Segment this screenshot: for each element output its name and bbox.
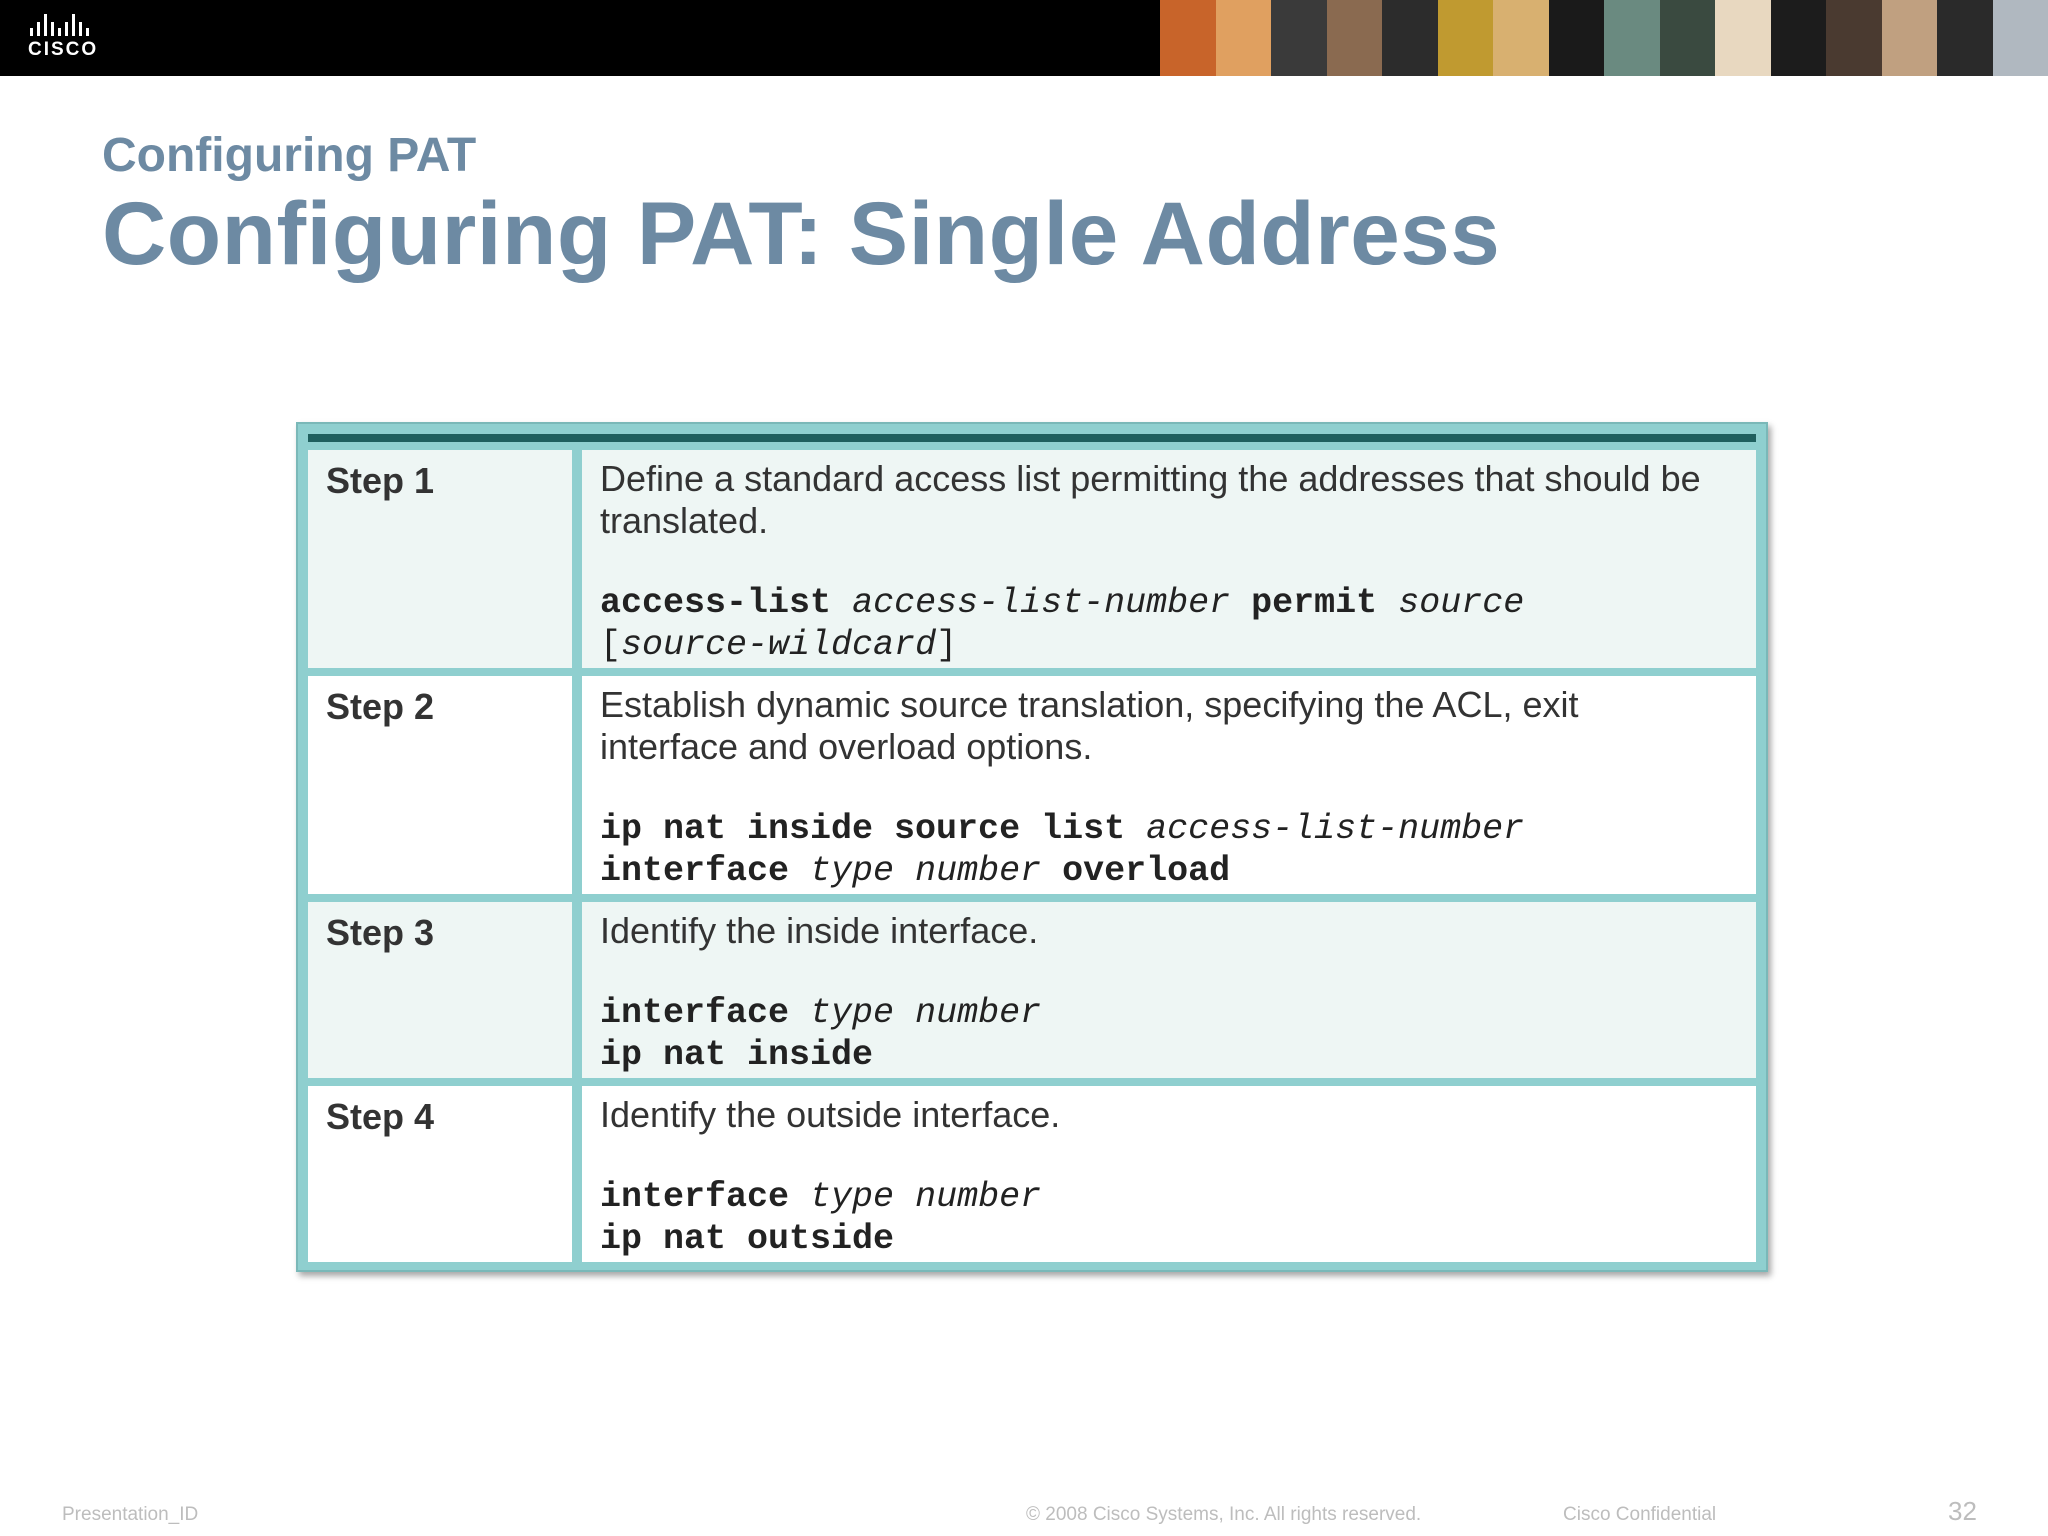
photo-tile: [1382, 0, 1438, 76]
step-cell: [308, 676, 572, 894]
step-label: Step 4: [326, 1096, 435, 1137]
command-token: ip nat inside source list: [600, 809, 1126, 849]
command-token: type number: [810, 993, 1042, 1033]
table-row: [308, 902, 1756, 1078]
photo-tile: [1271, 0, 1327, 76]
photo-tile: [1549, 0, 1605, 76]
command-token: [: [600, 625, 622, 665]
description-line: Define a standard access list permitting the addresses that should be: [600, 458, 1701, 499]
command-token: interface: [600, 851, 790, 891]
description-line: interface and overload options.: [600, 726, 1093, 767]
command-line: [600, 850, 1738, 892]
command-token: access-list: [600, 583, 832, 623]
command-line: [600, 1176, 1738, 1218]
table-row: [308, 450, 1756, 668]
command-line: [600, 624, 1738, 666]
photo-tile: [1327, 0, 1383, 76]
command-token: [1377, 583, 1398, 623]
command-token: [831, 583, 852, 623]
table-row: [308, 676, 1756, 894]
slide-subtitle: Configuring PAT: [102, 129, 477, 182]
command-token: source-wildcard: [621, 625, 937, 665]
command-token: [1125, 809, 1146, 849]
command-token: type number: [810, 1177, 1042, 1217]
description-cell: [582, 676, 1756, 894]
command-token: ip nat outside: [600, 1219, 895, 1259]
command-line: [600, 808, 1738, 850]
photo-tile: [1216, 0, 1272, 76]
table-header-line: [308, 434, 1756, 442]
command-line: [600, 992, 1738, 1034]
command-token: [1230, 583, 1251, 623]
photo-tile: [1438, 0, 1494, 76]
photo-tile: [1604, 0, 1660, 76]
description-cell: [582, 902, 1756, 1078]
photo-tile: [1493, 0, 1549, 76]
command-token: access-list-number: [852, 583, 1231, 623]
command-token: ]: [936, 625, 958, 665]
cisco-logo: [28, 14, 118, 64]
cisco-logo-bars-icon: [30, 14, 118, 36]
command-line: [600, 1034, 1738, 1076]
step-label: Step 3: [326, 912, 435, 953]
description-cell: [582, 450, 1756, 668]
steps-table: [296, 422, 1768, 1272]
photo-tile: [1660, 0, 1716, 76]
cisco-logo-text: CISCO: [28, 39, 99, 60]
command-token: overload: [1062, 851, 1231, 891]
command-token: [1041, 851, 1062, 891]
command-token: [789, 851, 810, 891]
command-token: permit: [1251, 583, 1378, 623]
step-label: Step 1: [326, 460, 435, 501]
command-token: interface: [600, 1177, 790, 1217]
command-token: ip nat inside: [600, 1035, 874, 1075]
footer-copyright: © 2008 Cisco Systems, Inc. All rights reserved.: [1026, 1504, 1422, 1525]
photo-tile: [1937, 0, 1993, 76]
footer-confidential: Cisco Confidential: [1563, 1504, 1717, 1525]
footer-presentation-id: Presentation_ID: [62, 1504, 199, 1525]
description-line: Identify the outside interface.: [600, 1094, 1061, 1135]
photo-tile: [1882, 0, 1938, 76]
description-line: Identify the inside interface.: [600, 910, 1039, 951]
step-cell: [308, 902, 572, 1078]
step-cell: [308, 450, 572, 668]
slide-title: Configuring PAT: Single Address: [102, 183, 1501, 283]
photo-strip: [1160, 0, 2048, 76]
photo-tile: [1771, 0, 1827, 76]
command-token: source: [1398, 583, 1525, 623]
photo-tile: [1826, 0, 1882, 76]
command-token: interface: [600, 993, 790, 1033]
command-token: [789, 1177, 810, 1217]
photo-tile: [1160, 0, 1216, 76]
command-token: access-list-number: [1146, 809, 1525, 849]
description-line: Establish dynamic source translation, specifying the ACL, exit: [600, 684, 1579, 725]
step-label: Step 2: [326, 686, 435, 727]
command-line: [600, 1218, 1738, 1260]
command-token: type number: [810, 851, 1042, 891]
step-cell: [308, 1086, 572, 1262]
command-token: [789, 993, 810, 1033]
table-row: [308, 1086, 1756, 1262]
photo-tile: [1715, 0, 1771, 76]
description-line: translated.: [600, 500, 769, 541]
page-number: 32: [1948, 1496, 1977, 1526]
photo-tile: [1993, 0, 2048, 76]
command-line: [600, 582, 1738, 624]
description-cell: [582, 1086, 1756, 1262]
top-banner: [0, 0, 2048, 76]
